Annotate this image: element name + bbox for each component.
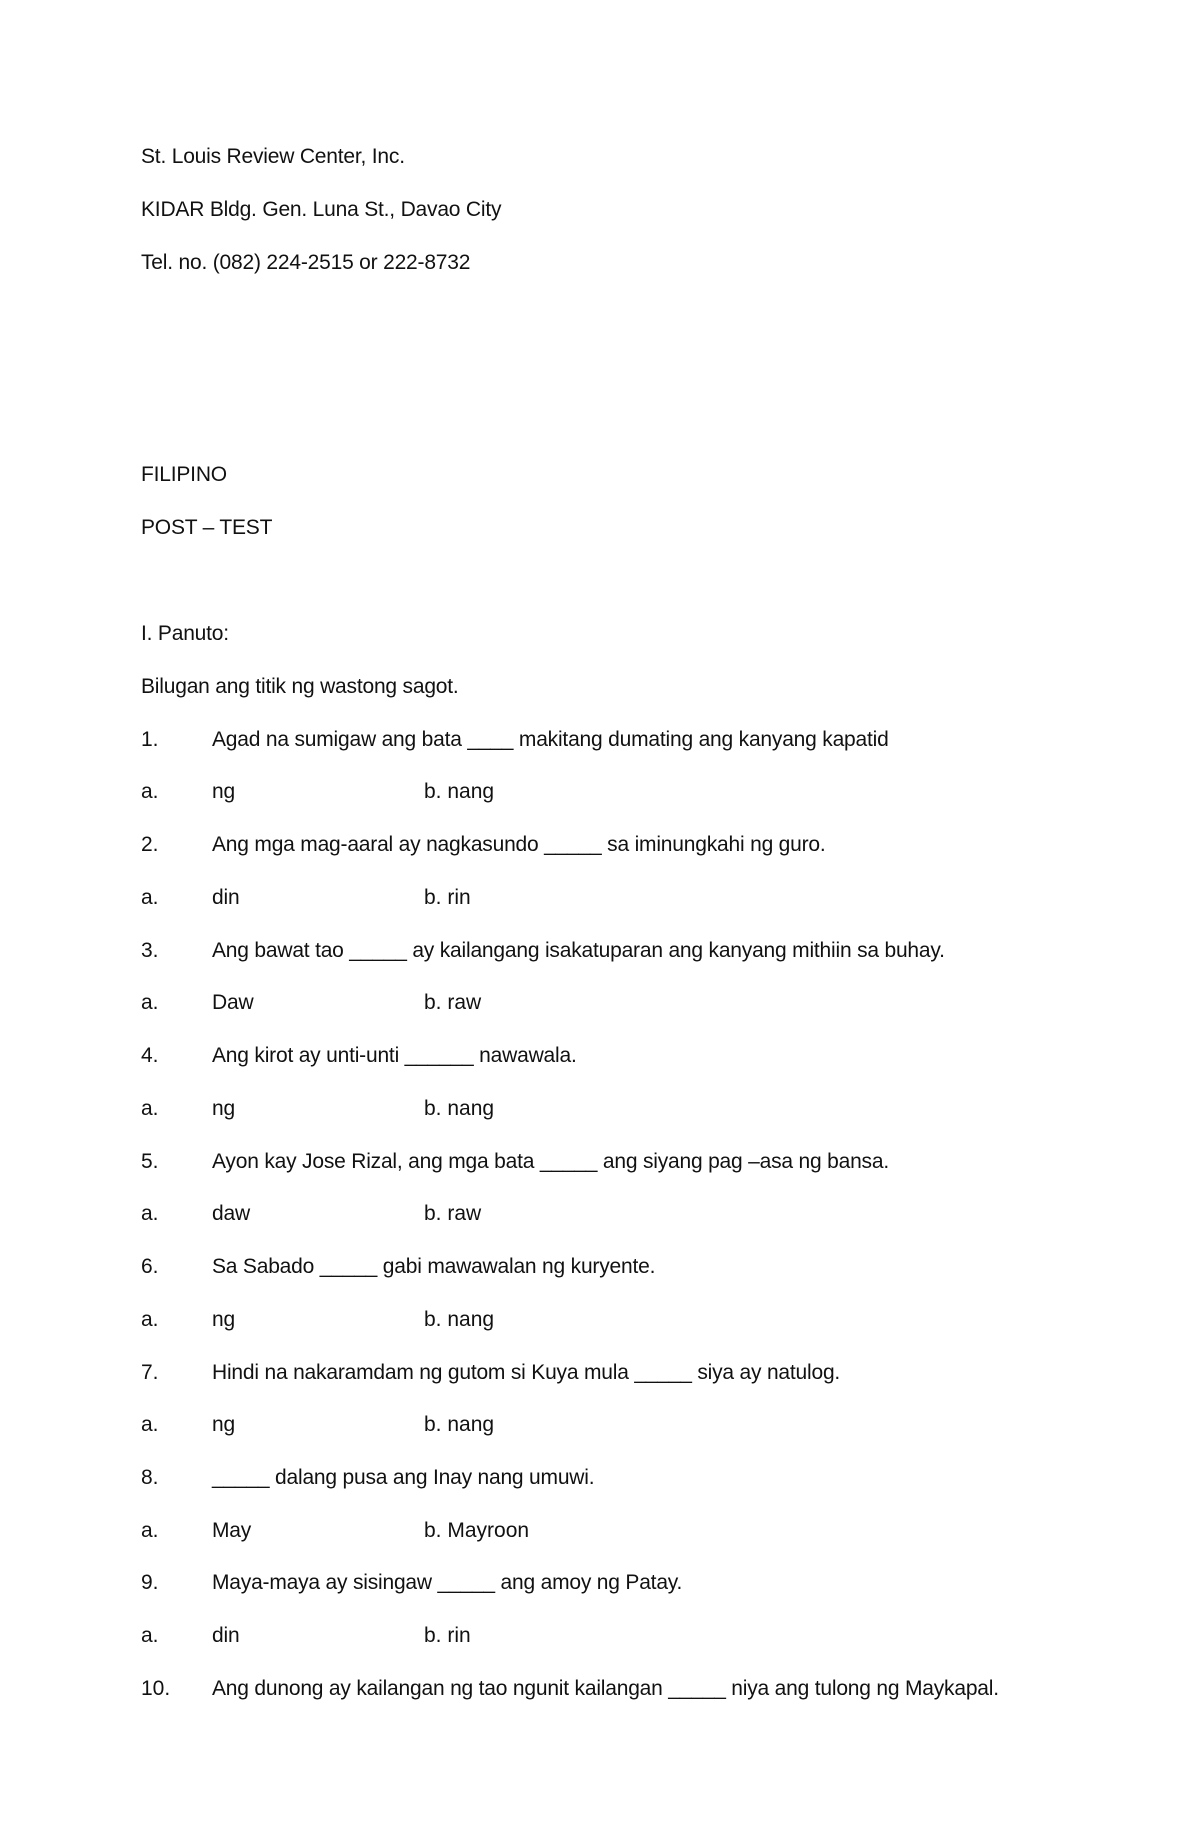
option-a: ng	[212, 1413, 235, 1436]
question-number: 8.	[141, 1466, 159, 1489]
option-a: ng	[212, 780, 235, 803]
option-a-label: a.	[141, 1308, 159, 1331]
question-text: Agad na sumigaw ang bata ____ makitang dumating ang kanyang kapatid	[212, 728, 889, 751]
question-number: 2.	[141, 833, 159, 856]
question-text: Ang kirot ay unti-unti ______ nawawala.	[212, 1044, 577, 1067]
org-address: KIDAR Bldg. Gen. Luna St., Davao City	[141, 198, 502, 221]
instructions-text: Bilugan ang titik ng wastong sagot.	[141, 675, 459, 698]
question-number: 1.	[141, 728, 159, 751]
option-a: Daw	[212, 991, 254, 1014]
question-text: Ang bawat tao _____ ay kailangang isakatuparan ang kanyang mithiin sa buhay.	[212, 939, 945, 962]
question-number: 5.	[141, 1150, 159, 1173]
option-a-label: a.	[141, 1097, 159, 1120]
option-b: b. Mayroon	[424, 1519, 530, 1542]
option-a-label: a.	[141, 780, 159, 803]
option-a-label: a.	[141, 886, 159, 909]
option-b: b. nang	[424, 1097, 495, 1120]
question-text: Ayon kay Jose Rizal, ang mga bata _____ ang siyang pag –asa ng bansa.	[212, 1150, 889, 1173]
option-a-label: a.	[141, 1624, 159, 1647]
option-b: b. nang	[424, 1413, 495, 1436]
option-a: ng	[212, 1308, 235, 1331]
question-text: Hindi na nakaramdam ng gutom si Kuya mula _____ siya ay natulog.	[212, 1361, 841, 1384]
question-number: 3.	[141, 939, 159, 962]
option-b: b. raw	[424, 991, 482, 1014]
question-text: _____ dalang pusa ang Inay nang umuwi.	[212, 1466, 595, 1489]
option-a: daw	[212, 1202, 250, 1225]
question-text: Maya-maya ay sisingaw _____ ang amoy ng Patay.	[212, 1571, 683, 1594]
option-b: b. rin	[424, 886, 471, 909]
option-b: b. raw	[424, 1202, 482, 1225]
question-text: Ang mga mag-aaral ay nagkasundo _____ sa iminungkahi ng guro.	[212, 833, 826, 856]
question-number: 6.	[141, 1255, 159, 1278]
option-a: din	[212, 886, 240, 909]
option-a-label: a.	[141, 1202, 159, 1225]
option-a: ng	[212, 1097, 235, 1120]
org-name: St. Louis Review Center, Inc.	[141, 145, 405, 168]
question-number: 4.	[141, 1044, 159, 1067]
option-a: May	[212, 1519, 252, 1542]
instructions-heading: I. Panuto:	[141, 622, 229, 645]
question-number: 9.	[141, 1571, 159, 1594]
option-a-label: a.	[141, 991, 159, 1014]
option-a-label: a.	[141, 1413, 159, 1436]
test-type-title: POST – TEST	[141, 516, 273, 539]
subject-title: FILIPINO	[141, 463, 227, 486]
question-number: 7.	[141, 1361, 159, 1384]
option-b: b. rin	[424, 1624, 471, 1647]
org-telephone: Tel. no. (082) 224-2515 or 222-8732	[141, 251, 471, 274]
option-b: b. nang	[424, 1308, 495, 1331]
option-b: b. nang	[424, 780, 495, 803]
question-text: Ang dunong ay kailangan ng tao ngunit kailangan _____ niya ang tulong ng Maykapal.	[212, 1677, 999, 1700]
question-number: 10.	[141, 1677, 171, 1700]
question-text: Sa Sabado _____ gabi mawawalan ng kuryente.	[212, 1255, 656, 1278]
option-a: din	[212, 1624, 240, 1647]
option-a-label: a.	[141, 1519, 159, 1542]
